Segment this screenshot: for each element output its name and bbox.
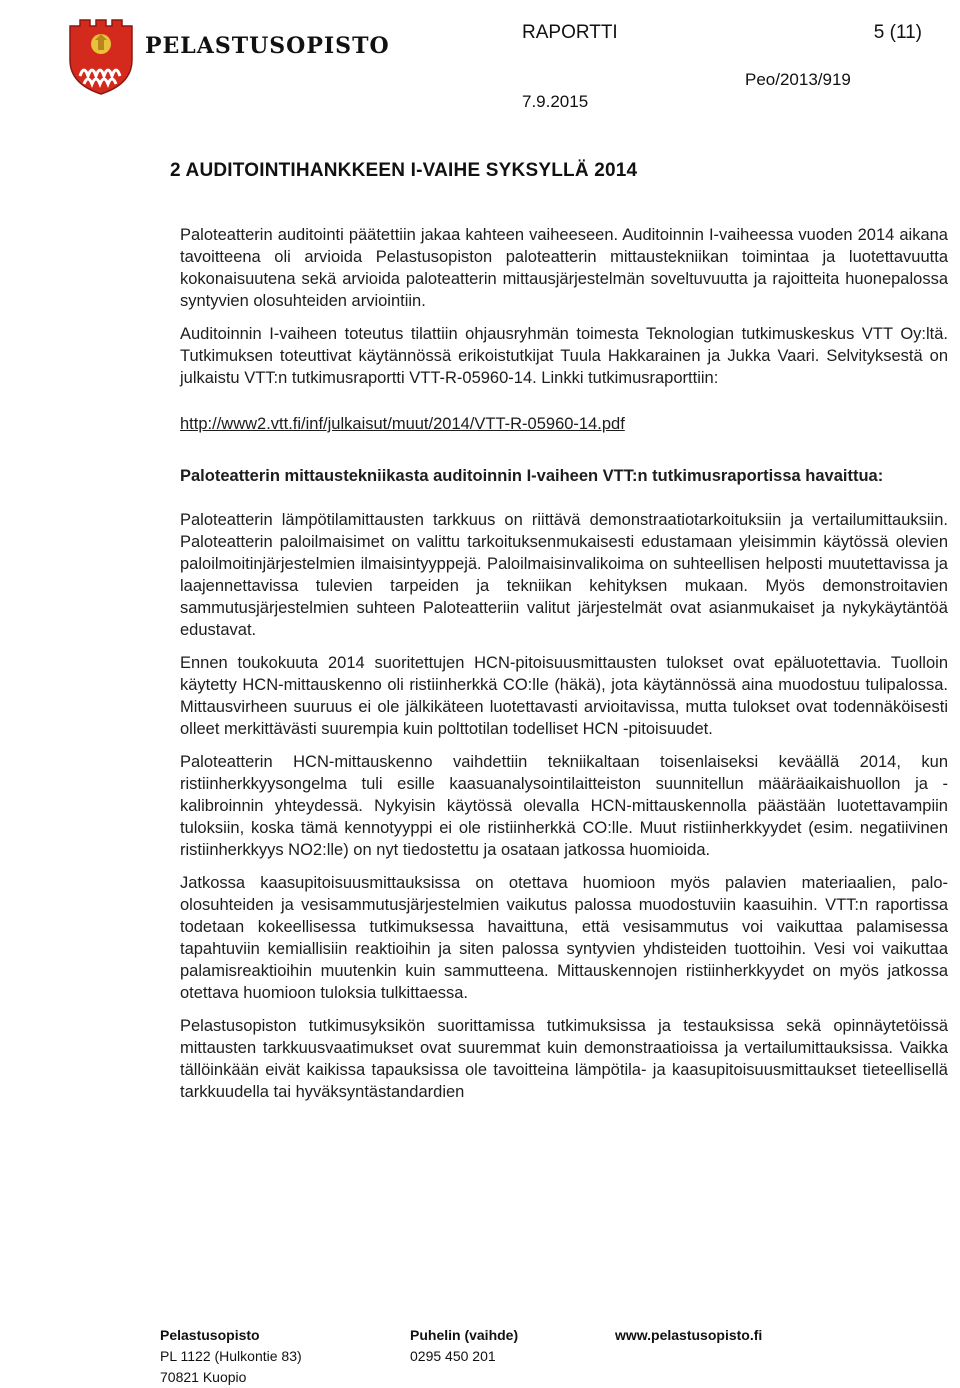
subheading: Paloteatterin mittaustekniikasta auditoinnin I-vaiheen VTT:n tutkimusraportissa havaittua: xyxy=(180,467,884,485)
footer-phone-label: Puhelin (vaihde) xyxy=(410,1327,519,1343)
report-link-line xyxy=(180,413,948,435)
paragraph: Paloteatterin auditointi päätettiin jakaa kahteen vaiheeseen. Auditoinnin I-vaiheessa vuoden 2014 aikana tavoitteena oli arvioida Pelastusopiston paloteatterin mittaustekniikan toimintaa ja luotettavuutta kokonaisuutena sekä arvioida paloteatterin mittausjärjestelmän soveltuvuutta ja rajoitteita huonepalossa syntyvien olosuhteiden arviointiin. xyxy=(180,226,948,310)
pelastusopisto-logo xyxy=(66,18,136,96)
paragraph: Jatkossa kaasupitoisuusmittauksissa on otettava huomioon myös palavien materiaalien, palo-olosuhteiden ja vesisammutusjärjestelmien vaikutus palossa muodostuviin kaasuihin. VTT:n raportissa todetaan kokeellisessa tutkimuksessa havaittuna, että vesisammutus voi vaikuttaa palamisessa tapahtuviin kemiallisiin reaktioihin ja siten palossa syntyvien yhdisteiden tuottoihin. Vesi voi vaikuttaa palamisreaktioihin muutenkin kuin sammutteena. Mittauskennojen ristiinherkkyydet on myös jatkossa otettava huomioon tuloksia tulkittaessa. xyxy=(180,874,948,1002)
section-title: 2 AUDITOINTIHANKKEEN I-VAIHE SYKSYLLÄ 2014 xyxy=(170,160,638,181)
crest-icon xyxy=(66,18,136,96)
footer-address-line: PL 1122 (Hulkontie 83) xyxy=(160,1348,302,1364)
footer-website: www.pelastusopisto.fi xyxy=(615,1327,763,1343)
document-type: RAPORTTI xyxy=(522,22,618,43)
page-number: 5 (11) xyxy=(873,22,922,43)
paragraph: Pelastusopiston tutkimusyksikön suorittamissa tutkimuksissa ja testauksissa sekä opinnäytetöissä mittausten tarkkuusvaatimukset ovat suuremmat kuin demonstraatioissa ja vertailumittauksissa. Vaikka tällöinkään eivät kaikissa tapauksissa ole tavoitteina lämpötila- ja kaasupitoisuusmittaukset tieteellisellä tarkkuudella tai hyväksyntästandardien xyxy=(180,1017,948,1101)
document-body xyxy=(180,224,948,1114)
footer-postal: 70821 Kuopio xyxy=(160,1369,247,1385)
report-link[interactable]: http://www2.vtt.fi/inf/julkaisut/muut/2014/VTT-R-05960-14.pdf xyxy=(180,415,625,433)
paragraph: Ennen toukokuuta 2014 suoritettujen HCN-pitoisuusmittausten tulokset ovat epäluotettavia. Tuolloin käytetty HCN-mittauskenno oli ristiinherkkä CO:lle (häkä), jota käytännössä aina muodostuu tulipalossa. Mittausvirheen suuruus ei ole jälkikäteen luotettavasti arvioitavissa, mutta tulokset ovat todennäköisesti olleet merkittävästi suurempia kuin polttotilan todelliset HCN -pitoisuudet. xyxy=(180,654,948,738)
document-date: 7.9.2015 xyxy=(522,92,589,111)
footer-phone xyxy=(410,1325,518,1367)
footer-phone-number: 0295 450 201 xyxy=(410,1348,496,1364)
paragraph: Auditoinnin I-vaiheen toteutus tilattiin ohjausryhmän toimesta Teknologian tutkimuskeskus VTT Oy:ltä. Tutkimuksen toteuttivat käytännössä erikoistutkijat Tuula Hakkarainen ja Jukka Vaari. Selvityksestä on julkaistu VTT:n tutkimusraportti VTT-R-05960-14. Linkki tutkimusraporttiin: xyxy=(180,325,948,387)
brand-name: PELASTUSOPISTO xyxy=(145,33,390,59)
footer-address xyxy=(160,1325,302,1388)
paragraph: Paloteatterin HCN-mittauskenno vaihdettiin tekniikaltaan toisenlaiseksi keväällä 2014, kun ristiinherkkyysongelma tuli esille kaasuanalysointilaitteiston suunnitellun määräaikaishuollon ja -kalibroinnin yhteydessä. Nykyisin käytössä olevalla HCN-mittauskennolla päästään luotettavampiin tuloksiin, koska tämä kennotyyppi ei ole ristiinherkkä CO:lle. Muut ristiinherkkyydet (esim. negatiivinen ristiinherkkyys NO2:lle) on nyt tiedostettu ja osataan jatkossa huomioida. xyxy=(180,753,948,859)
document-id: Peo/2013/919 xyxy=(745,70,851,89)
footer-org: Pelastusopisto xyxy=(160,1327,260,1343)
paragraph: Paloteatterin lämpötilamittausten tarkkuus on riittävä demonstraatiotarkoituksiin ja vertailumittauksiin. Paloteatterin paloilmaisimet on valittu tarkoituksenmukaisesti edustamaan yleisimmin käytössä olevien paloilmoitinjärjestelmien ilmaisintyyppejä. Paloilmaisinvalikoima on suhteellisen helposti muutettavissa ja laajennettavissa tulevien tarpeiden ja tekniikan kehityksen mukaan. Myös demonstroitavien sammutusjärjestelmien suhteen Paloteatteriin valitut järjestelmät ovat asianmukaiset ja nykykäytäntöä edustavat. xyxy=(180,511,948,639)
